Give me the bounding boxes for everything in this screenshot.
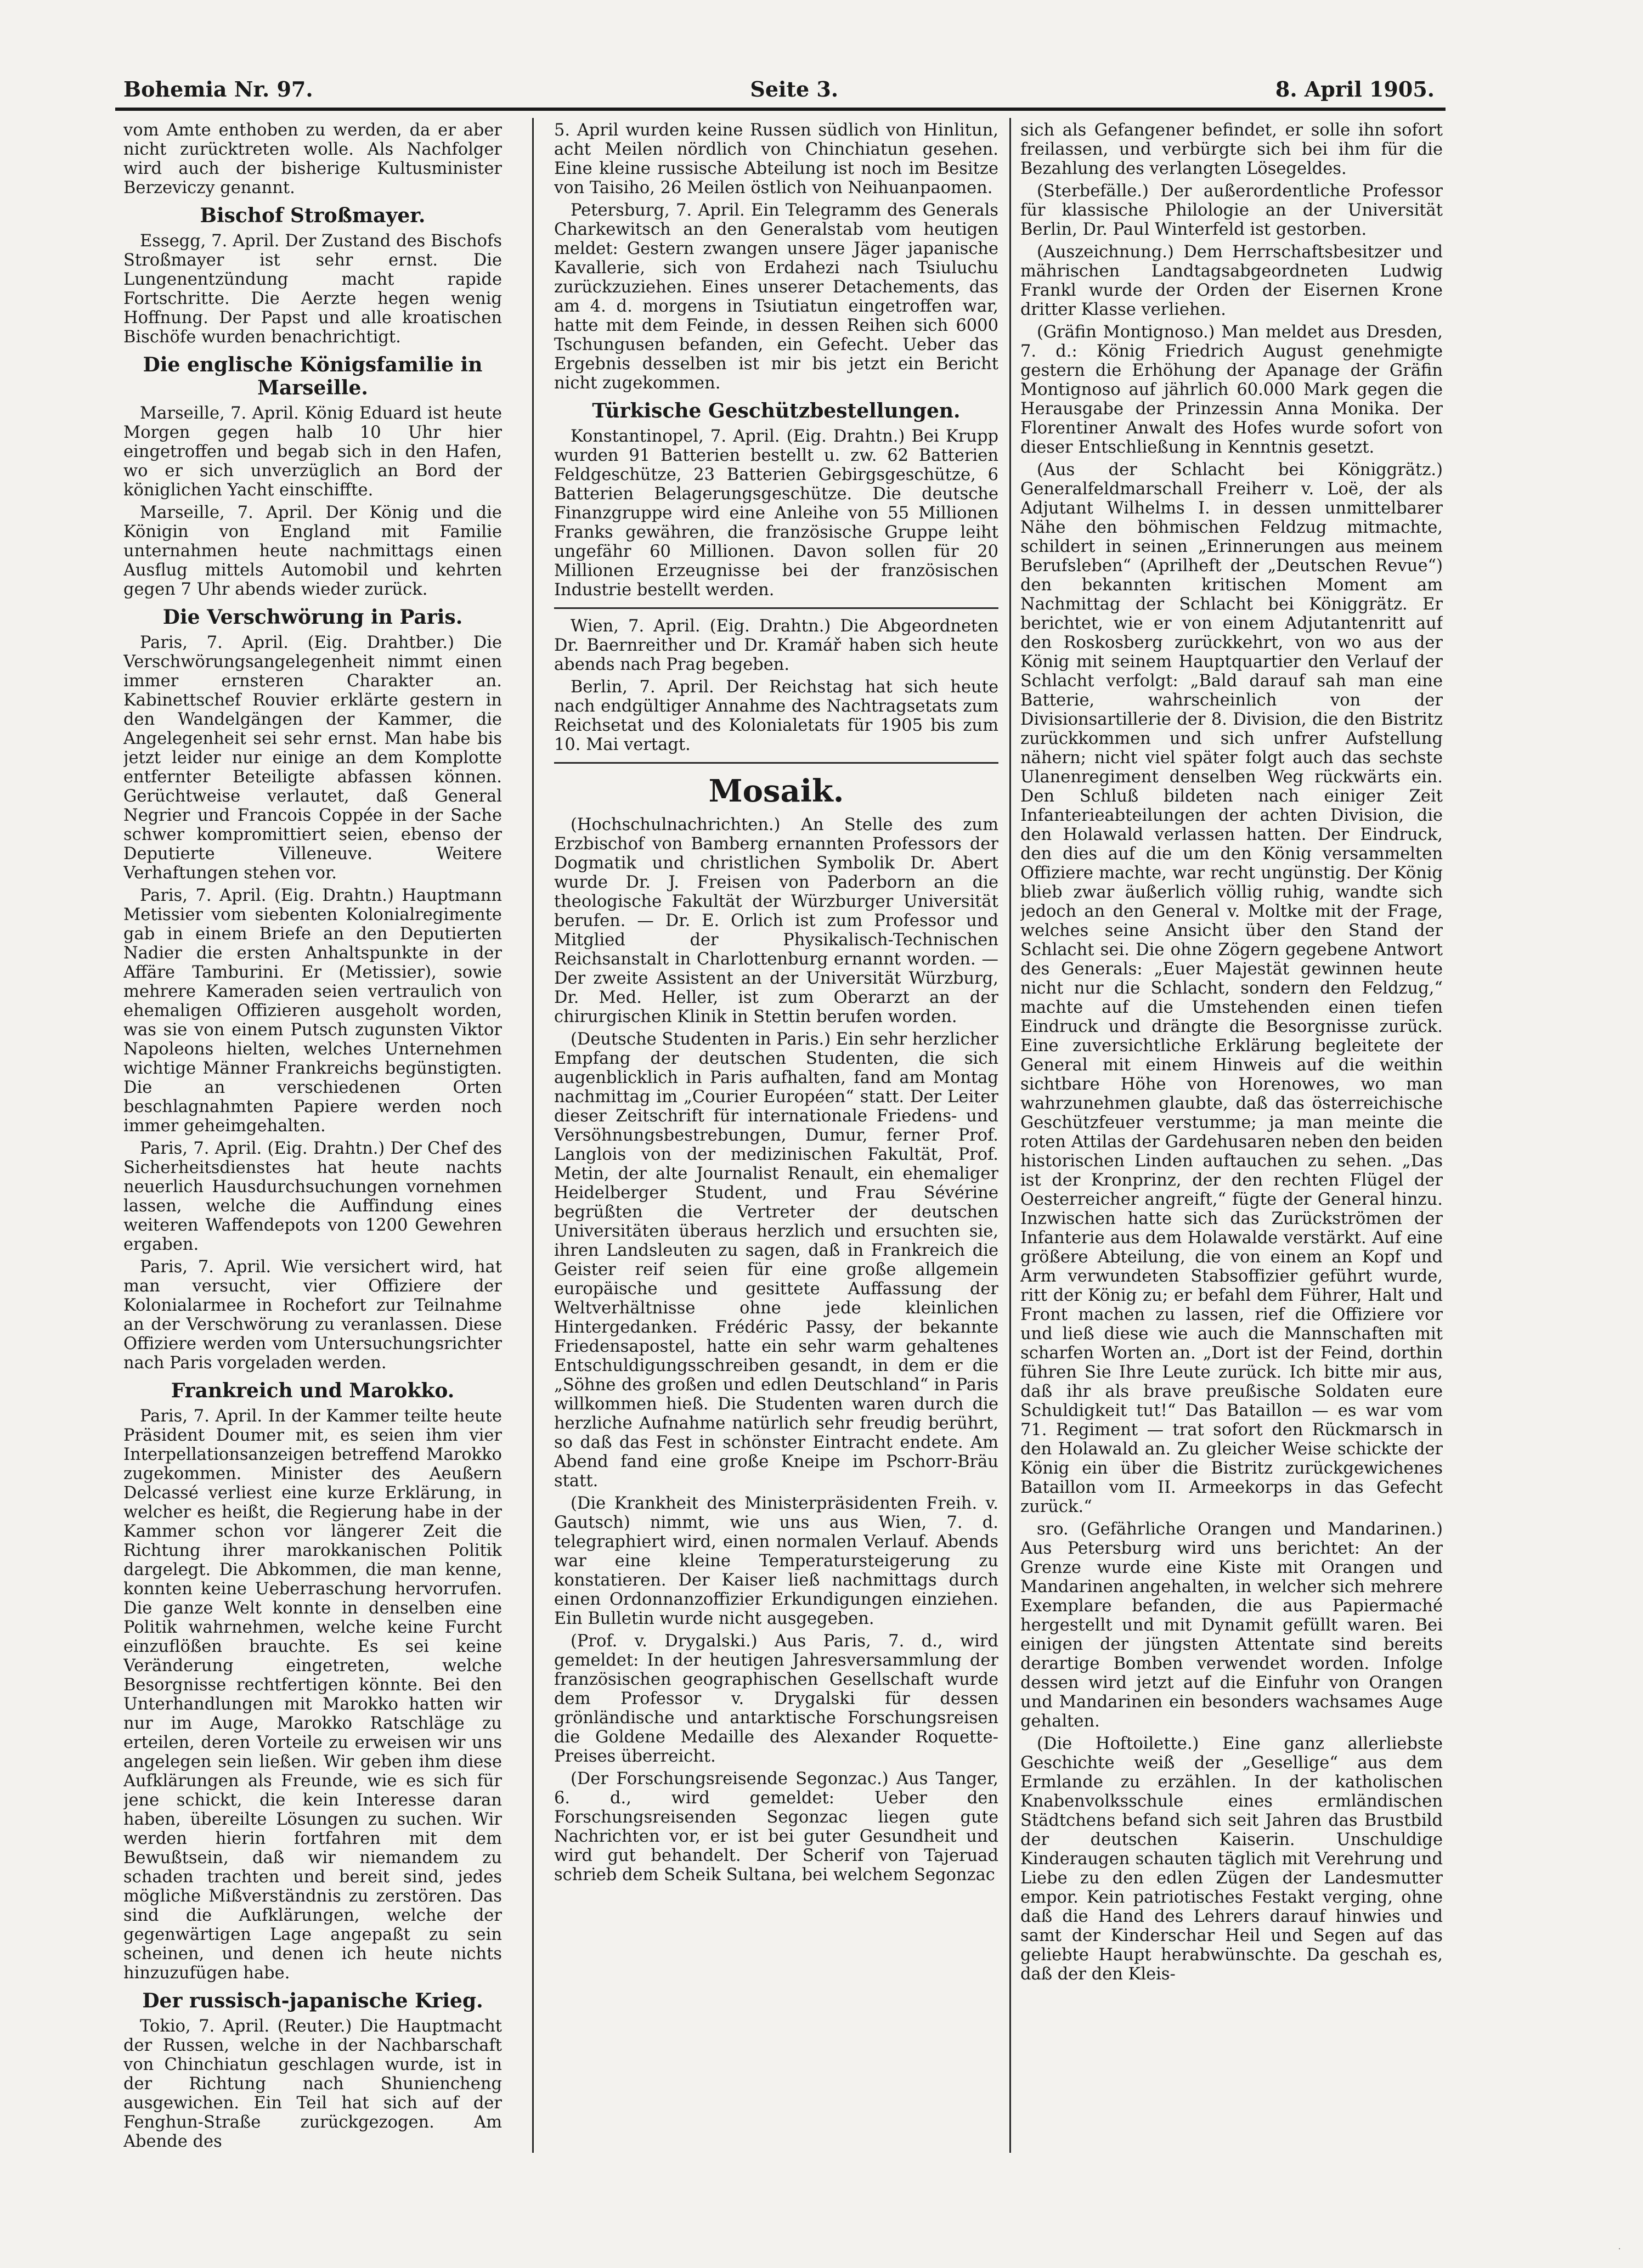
article-continuation: 5. April wurden keine Russen südlich von Hinlitun, acht Meilen nördlich von Chinchiatun gesehen. Eine kleine russische Abteilung ist noch im Besitze von Taisiho, 26 Meilen östlich von Neihuanpaomen. [554,121,998,198]
article-gautsch: (Die Krankheit des Ministerpräsidenten Freih. v. Gautsch) nimmt, wie uns aus Wien, 7. d. telegraphiert wird, einen normalen Verlauf. Abends war eine kleine Temperatursteigerung zu konstatieren. Der Kaiser ließ nachmittags durch einen Ordonnanzoffizier Erkundigungen einziehen. Ein Bulletin wurde nicht ausgegeben. [554,1494,998,1628]
header-issue: Bohemia Nr. 97. [123,77,313,101]
page-header [123,77,1435,110]
headline-marokko: Frankreich und Marokko. [171,1379,455,1402]
article-auszeichnung: (Auszeichnung.) Dem Herrschaftsbesitzer und mährischen Landtagsabgeordneten Ludwig Frankl wurde der Orden der Eisernen Krone dritter Klasse verliehen. [1020,242,1443,319]
article-paris-4: Paris, 7. April. Wie versichert wird, hat man versucht, vier Offiziere der Kolonialarmee in Rochefort zur Teilnahme an der Verschwörung zu veranlassen. Diese Offiziere werden vom Untersuchungsrichter nach Paris vorgeladen werden. [123,1257,502,1373]
article-hoftoilette: (Die Hoftoilette.) Eine ganz allerliebste Geschichte weiß der „Gesellige“ aus dem Ermlande zu erzählen. In der katholischen Knabenvolksschule eines ermländischen Städtchens befand sich seit Jahren das Brustbild der deutschen Kaiserin. Unschuldige Kinderaugen schauten täglich mit Verehrung und Liebe zu den edlen Zügen der Landesmutter empor. Kein patriotisches Festakt verging, ohne daß die Hand des Lehrers darauf hinwies und samt der Kinderschar Heil und Segen auf das geliebte Haupt herabwünschte. Da geschah es, daß der den Kleis- [1020,1734,1443,1984]
column-3 [1020,121,1443,2158]
headline-koenigsfamilie: Die englische Königsfamilie in Marseille. [143,353,483,399]
header-page-number: Seite 3. [750,77,839,101]
article-paris-1: Paris, 7. April. (Eig. Drahtber.) Die Verschwörungsangelegenheit nimmt einen immer ernsteren Charakter an. Kabinettschef Rouvier erklärte gestern in den Wandelgängen der Kammer, die Angelegenheit sei sehr ernst. Man habe bis jetzt leider nur einige an dem Komplotte entfernter Beteiligte abfassen können. Gerüchtweise verlautet, daß General Negrier und Francois Coppée in der Sache schwer kompromittiert seien, ebenso der Deputierte Villeneuve. Weitere Verhaftungen stehen vor. [123,633,502,883]
scan-mark: · [1618,2243,1621,2255]
article-petersburg: Petersburg, 7. April. Ein Telegramm des Generals Charkewitsch an den Generalstab vom heutigen meldet: Gestern zwangen unsere Jäger japanische Kavallerie, sich von Erdahezi nach Tsiuluchu zurückzuziehen. Eines unserer Detachements, das am 4. d. morgens in Tsiutiatun eingetroffen war, hatte mit dem Feinde, in dessen Reihen sich 6000 Tschungusen befanden, ein Gefecht. Ueber das Ergebnis desselben ist mir bis jetzt ein Bericht nicht zugekommen. [554,201,998,393]
header-rule [115,108,1446,111]
article-orangen: sro. (Gefährliche Orangen und Mandarinen.) Aus Petersburg wird uns berichtet: An der Grenze wurde eine Kiste mit Orangen und Mandarinen angehalten, in welcher sich mehrere Exemplare befanden, die aus Papiermaché hergestellt und mit Dynamit gefüllt waren. Bei einigen der jüngsten Attentate sind bereits derartige Bomben verwendet worden. Infolge dessen wird jetzt auf die Einfuhr von Orangen und Mandarinen ein besonders wachsames Auge gehalten. [1020,1520,1443,1731]
header-date: 8. April 1905. [1275,77,1435,101]
headline-verschwoerung: Die Verschwörung in Paris. [162,606,463,629]
column-divider-2 [1009,118,1011,2153]
article-paris-3: Paris, 7. April. (Eig. Drahtn.) Der Chef des Sicherheitsdienstes hat heute nachts neuerlich Hausdurchsuchungen vornehmen lassen, welche die Auffindung eines weiteren Waffendepots von 1200 Gewehren ergaben. [123,1139,502,1254]
article-sterbefaelle: (Sterbefälle.) Der außerordentliche Professor für klassische Philologie an der Universität Berlin, Dr. Paul Winterfeld ist gestorben. [1020,182,1443,239]
article-continuation: vom Amte enthoben zu werden, da er aber nicht zurücktreten wolle. Als Nachfolger wird auch der bisherige Kultusminister Berzeviczy genannt. [123,121,502,198]
headline-krieg: Der russisch-japanische Krieg. [142,1989,483,2012]
article-paris-2: Paris, 7. April. (Eig. Drahtn.) Hauptmann Metissier vom siebenten Kolonialregimente gab in einem Briefe an den Deputierten Nadier die ersten Anhaltspunkte in der Affäre Tamburini. Er (Metissier), sowie mehrere Kameraden seien vertraulich von ehemaligen Offizieren ausgeholt worden, was sie von einem Putsch zugunsten Viktor Napoleons hielten, welches Unternehmen wichtige Männer Frankreichs begünstigten. Die an verschiedenen Orten beschlagnahmten Papiere werden noch immer geheimgehalten. [123,886,502,1136]
headline-mosaik: Mosaik. [708,773,844,809]
article-koeniggraetz: (Aus der Schlacht bei Königgrätz.) Generalfeldmarschall Freiherr v. Loë, der als Adjutant Wilhelms I. in dessen unmittelbarer Nähe den böhmischen Feldzug mitmachte, schildert in seinen „Erinnerungen aus meinem Berufsleben“ (Aprilheft der „Deutschen Revue“) den bekannten kritischen Moment am Nachmittag der Schlacht bei Königgrätz. Er berichtet, wie er von einem Adjutantenritt auf den Roskosberg zurückkehrt, von wo aus der König mit seinem Hauptquartier den Verlauf der Schlacht verfolgt: „Bald darauf sah man eine Batterie, wahrscheinlich von der Divisionsartillerie der 8. Division, die den Bistritz zurückkommen und sich unfrer Aufstellung nähern; nicht viel später folgt auch das sechste Ulanenregiment denselben Weg rückwärts ein. Den Schluß bildeten nach einiger Zeit Infanterieabteilungen der achten Division, die den Holawald verlassen hatten. Der Eindruck, den dies auf die um den König versammelten Offiziere machte, war recht ungünstig. Der König blieb zwar äußerlich völlig ruhig, wandte sich jedoch an den General v. Moltke mit der Frage, welches seine Ansicht über den Stand der Schlacht sei. Die ohne Zögern gegebene Antwort des Generals: „Euer Majestät gewinnen heute nicht nur die Schlacht, sondern den Feldzug,“ machte auf die Umstehenden einen tiefen Eindruck und drängte die Besorgnisse zurück. Eine zuversichtliche Erklärung begleitete der General mit einem Hinweis auf die weithin sichtbare Höhe von Horenowes, wo man wahrzunehmen glaubte, daß das österreichische Geschützfeuer verstumme; ja man meinte die roten Attilas der Gardehusaren neben den beiden historischen Linden auftauchen zu sehen. „Das ist der Kronprinz, der den rechten Flügel der Oesterreicher angreift,“ fügte der General hinzu. Inzwischen hatte sich das Zurückströmen der Infanterie aus dem Holawalde verstärkt. Auf eine größere Abteilung, die von einem an Kopf und Arm verwundeten Stabsoffizier geführt wurde, ritt der König zu; er befahl dem Führer, Halt und Front machen zu lassen, rief die Offiziere vor und ließ diese wie auch die Mannschaften mit scharfen Worten an. „Dort ist der Feind, dorthin führen Sie Ihre Leute zurück. Ich bitte mir aus, daß ihr als brave preußische Soldaten eure Schuldigkeit tut!“ Das Bataillon — es war vom 71. Regiment — trat sofort den Rückmarsch in den Holawald an. Zu gleicher Weise schickte der König ein über die Bistritz zurückgewichenes Bataillon vom II. Armeekorps in das Gefecht zurück.“ [1020,460,1443,1516]
article-continuation: sich als Gefangener befindet, er solle ihn sofort freilassen, und verbürgte sich bei ihm für die Bezahlung des verlangten Lösegeldes. [1020,121,1443,178]
article-marseille-2: Marseille, 7. April. Der König und die Königin von England mit Familie unternahmen heute nachmittags einen Ausflug mittels Automobil und kehrten gegen 7 Uhr abends wieder zurück. [123,503,502,599]
article-segonzac: (Der Forschungsreisende Segonzac.) Aus Tanger, 6. d., wird gemeldet: Ueber den Forschungsreisenden Segonzac liegen gute Nachrichten vor, er ist bei guter Gesundheit und wird gut behandelt. Der Scherif von Tajeruad schrieb dem Scheik Sultana, bei welchem Segonzac [554,1769,998,1885]
article-marseille-1: Marseille, 7. April. König Eduard ist heute Morgen gegen halb 10 Uhr hier eingetroffen und begab sich in den Hafen, wo er sich unverzüglich an Bord der königlichen Yacht einschiffte. [123,404,502,500]
article-marokko: Paris, 7. April. In der Kammer teilte heute Präsident Doumer mit, es seien ihm vier Interpellationsanzeigen betreffend Marokko zugekommen. Minister des Aeußern Delcassé verliest eine kurze Erklärung, in welcher es heißt, die Regierung habe in der Kammer schon vor längerer Zeit die Richtung ihrer marokkanischen Politik dargelegt. Die Abkommen, die man kenne, konnten keine Ueberraschung hervorrufen. Die ganze Welt konnte in denselben eine Politik wahrnehmen, welche keine Furcht einzuflößen brauchte. Es sei keine Veränderung eingetreten, welche Besorgnisse rechtfertigen könnte. Bei den Unterhandlungen mit Marokko hatten wir nur im Auge, Marokko Ratschläge zu erteilen, deren Vorteile zu erweisen wir uns angelegen sein ließen. Wir geben ihm diese Aufklärungen als Freunde, wie es sich für jene schickt, die kein Interesse daran haben, übereilte Lösungen zu suchen. Wir werden hierin fortfahren mit dem Bewußtsein, daß wir niemandem zu schaden trachten und bereit sind, jedes mögliche Mißverständnis zu zerstören. Das sind die Aufklärungen, welche der gegenwärtigen Lage angepaßt zu sein scheinen, und denen ich heute nichts hinzuzufügen habe. [123,1407,502,1983]
headline-bischof: Bischof Stroßmayer. [200,204,426,227]
article-studenten: (Deutsche Studenten in Paris.) Ein sehr herzlicher Empfang der deutschen Studenten, die sich augenblicklich in Paris aufhalten, fand am Montag nachmittag im „Courier Européen“ statt. Der Leiter dieser Zeitschrift für internationale Friedens- und Versöhnungsbestrebungen, Dumur, ferner Prof. Langlois von der medizinischen Fakultät, Prof. Metin, der alte Journalist Renault, ein ehemaliger Heidelberger Student, und Frau Sévérine begrüßten die Vertreter der deutschen Universitäten überaus herzlich und ersuchten sie, ihren Landsleuten zu sagen, daß in Frankreich die Geister reif seien für eine große allgemein europäische und gesittete Auffassung der Weltverhältnisse ohne jede kleinlichen Hintergedanken. Frédéric Passy, der bekannte Friedensapostel, hatte ein sehr warm gehaltenes Entschuldigungsschreiben gesandt, in dem er die „Söhne des großen und edlen Deutschland“ in Paris willkommen hieß. Die Studenten waren durch die herzliche Aufnahme natürlich sehr freudig berührt, so daß das Fest in schönster Eintracht endete. Am Abend fand eine große Kneipe im Pschorr-Bräu statt. [554,1030,998,1491]
column-2 [554,121,998,2158]
section-rule [554,762,998,764]
article-wien: Wien, 7. April. (Eig. Drahtn.) Die Abgeordneten Dr. Baernreither und Dr. Kramář haben sich heute abends nach Prag begeben. [554,617,998,674]
headline-geschuetz: Türkische Geschützbestellungen. [592,399,961,422]
column-divider-1 [532,118,534,2153]
article-konstantinopel: Konstantinopel, 7. April. (Eig. Drahtn.) Bei Krupp wurden 91 Batterien bestellt u. zw. 62 Batterien Feldgeschütze, 23 Batterien Gebirgsgeschütze, 6 Batterien Belagerungsgeschütze. Die deutsche Finanzgruppe wird eine Anleihe von 55 Millionen Franks gewähren, die französische Gruppe leiht ungefähr 60 Millionen. Davon sollen für 20 Millionen Erzeugnisse bei der französischen Industrie bestellt werden. [554,427,998,600]
article-hochschul: (Hochschulnachrichten.) An Stelle des zum Erzbischof von Bamberg ernannten Professors der Dogmatik und christlichen Symbolik Dr. Abert wurde Dr. J. Freisen von Paderborn an die theologische Fakultät der Würzburger Universität berufen. — Dr. E. Orlich ist zum Professor und Mitglied der Physikalisch-Technischen Reichsanstalt in Charlottenburg ernannt worden. — Der zweite Assistent an der Universität Würzburg, Dr. Med. Heller, ist zum Oberarzt an der chirurgischen Klinik in Stettin berufen worden. [554,815,998,1026]
column-1 [123,121,502,2158]
article-drygalski: (Prof. v. Drygalski.) Aus Paris, 7. d., wird gemeldet: In der heutigen Jahresversammlung der französischen geographischen Gesellschaft wurde dem Professor v. Drygalski für dessen grönländische und antarktische Forschungsreisen die Goldene Medaille des Alexander Roquette-Preises überreicht. [554,1632,998,1766]
section-rule [554,607,998,609]
article-tokio: Tokio, 7. April. (Reuter.) Die Hauptmacht der Russen, welche in der Nachbarschaft von Chinchiatun geschlagen wurde, ist in der Richtung nach Shuniencheng ausgewichen. Ein Teil hat sich auf der Fenghun-Straße zurückgezogen. Am Abende des [123,2017,502,2151]
article-montignoso: (Gräfin Montignoso.) Man meldet aus Dresden, 7. d.: König Friedrich August genehmigte gestern die Erhöhung der Apanage der Gräfin Montignoso auf jährlich 60.000 Mark gegen die Herausgabe der Prinzessin Anna Monika. Der Florentiner Anwalt des Hofes wurde sofort von dieser Entschließung in Kenntnis gesetzt. [1020,323,1443,457]
article-berlin: Berlin, 7. April. Der Reichstag hat sich heute nach endgültiger Annahme des Nachtragsetats zum Reichsetat und des Kolonialetats für 1905 bis zum 10. Mai vertagt. [554,678,998,754]
article-essegg: Essegg, 7. April. Der Zustand des Bischofs Stroßmayer ist sehr ernst. Die Lungenentzündung macht rapide Fortschritte. Die Aerzte hegen wenig Hoffnung. Der Papst und alle kroatischen Bischöfe wurden benachrichtigt. [123,232,502,347]
